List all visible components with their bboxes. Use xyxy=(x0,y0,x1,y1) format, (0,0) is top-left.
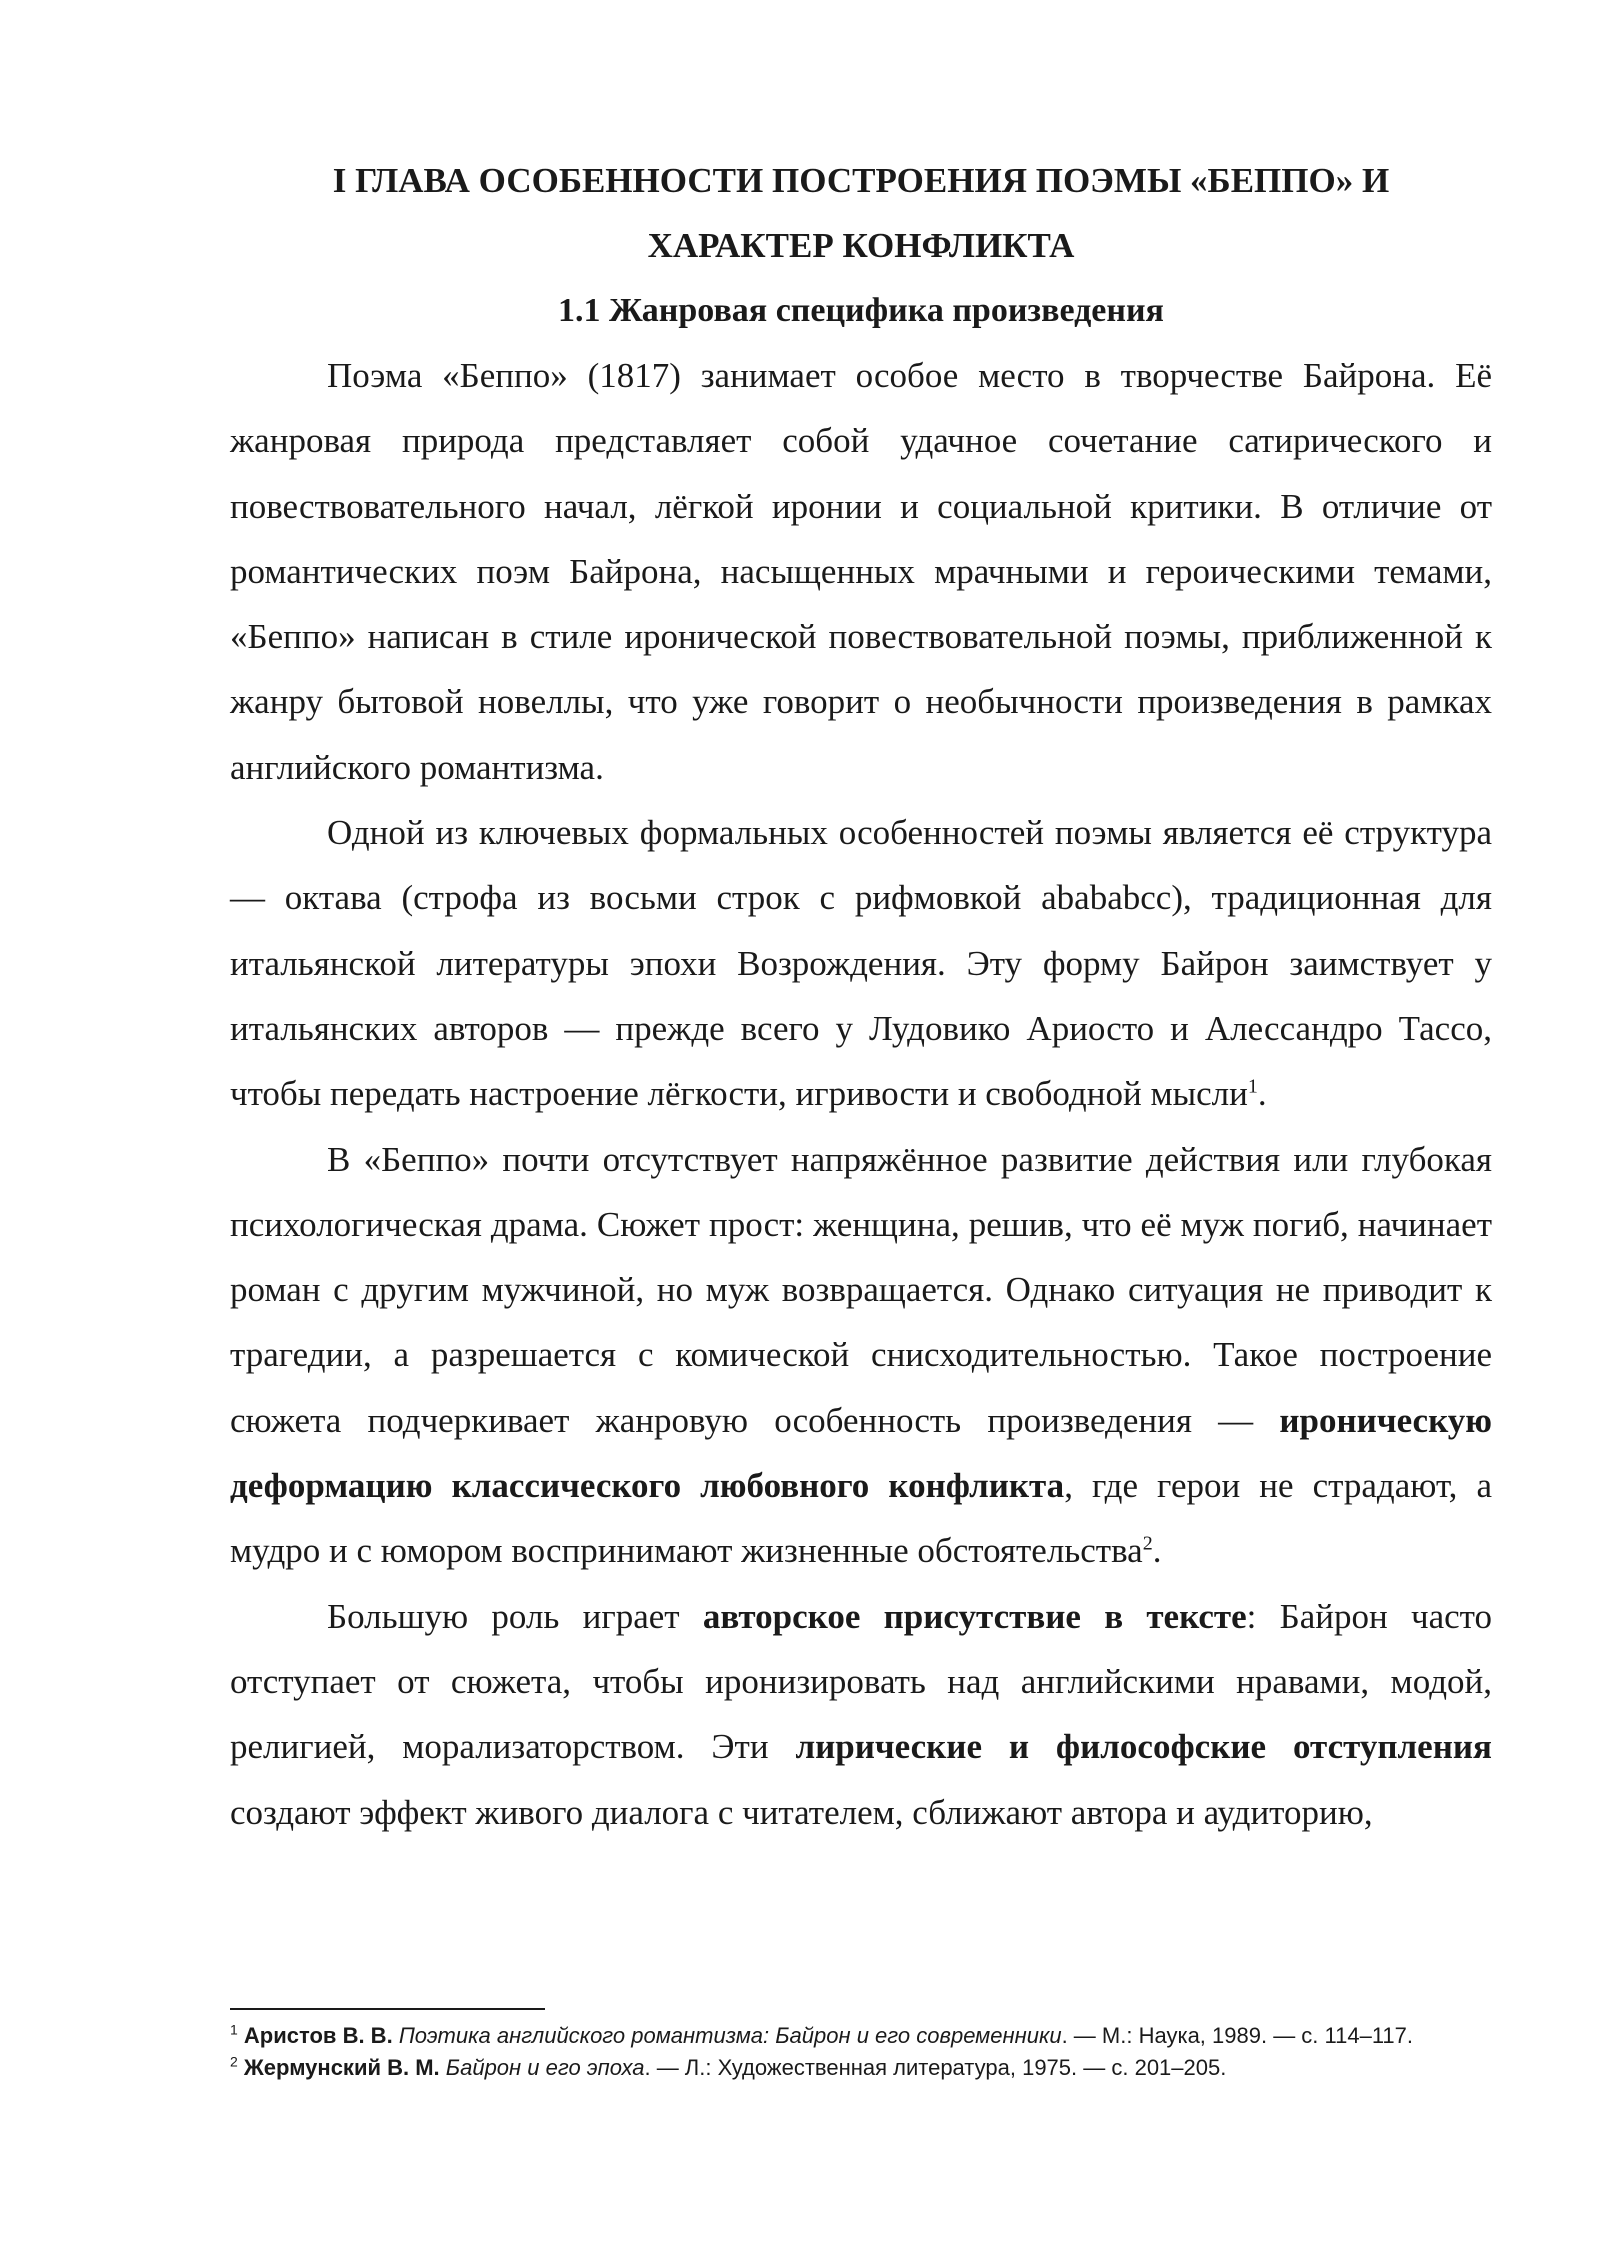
paragraph-1 xyxy=(230,343,1492,800)
paragraph-3 xyxy=(230,1127,1492,1584)
section-title: 1.1 Жанровая специфика произведения xyxy=(558,292,1164,329)
paragraph-4 xyxy=(230,1584,1492,1845)
chapter-title-line2: ХАРАКТЕР КОНФЛИКТА xyxy=(647,226,1075,265)
paragraph-3-emphasis: ироническую деформацию классического любовного конфликта xyxy=(230,1400,1492,1506)
footnote-2-author: Жермунский В. М. xyxy=(243,2055,440,2080)
paragraph-4-emphasis-2: лирические и философские отступления xyxy=(795,1727,1492,1767)
footnote-1-title: Поэтика английского романтизма: Байрон и его современники xyxy=(398,2023,1062,2048)
footnotes xyxy=(230,2020,1492,2084)
chapter-title-line1: I ГЛАВА ОСОБЕННОСТИ ПОСТРОЕНИЯ ПОЭМЫ «БЕППО» И xyxy=(332,161,1390,200)
paragraph-4-text-a: Большую роль играет xyxy=(327,1596,703,1636)
chapter-title xyxy=(230,148,1492,278)
footnote-2-details: . — Л.: Художественная литература, 1975. — с. 201–205. xyxy=(644,2055,1227,2080)
paragraph-4-text-c: создают эффект живого диалога с читателем, сближают автора и аудиторию, xyxy=(230,1792,1373,1832)
paragraph-2-text: Одной из ключевых формальных особенностей поэмы является её структура — октава (строфа из восьми строк с рифмовкой abababcc), традиционная для итальянской литературы эпохи Возрождения. Эту форму Байрон заимствует у итальянских авторов — прежде всего у Лудовико Ариосто и Алессандро Тассо, чтобы передать настроение лёгкости, игривости и свободной мысли xyxy=(230,813,1492,1114)
footnote-ref-2[interactable]: 2 xyxy=(1142,1532,1153,1555)
footnote-2-title: Байрон и его эпоха xyxy=(445,2055,645,2080)
document-page xyxy=(230,148,1492,1845)
footnote-1-number: 1 xyxy=(230,2021,238,2038)
paragraph-4-text-b: : Байрон часто отступает от сюжета, чтобы иронизировать над английскими нравами, модой, религией, морализаторством. Эти xyxy=(230,1596,1492,1767)
paragraph-4-emphasis-1: авторское присутствие в тексте xyxy=(702,1596,1247,1636)
footnote-1-author: Аристов В. В. xyxy=(243,2023,393,2048)
paragraph-3-text-a: В «Беппо» почти отсутствует напряжённое развитие действия или глубокая психологическая драма. Сюжет прост: женщина, решив, что её муж погиб, начинает роман с другим мужчиной, но муж возвращается. Однако ситуация не приводит к трагедии, а разрешается с комической снисходительностью. Такое построение сюжета подчеркивает жанровую особенность произведения — xyxy=(230,1139,1492,1440)
paragraph-3-end: . xyxy=(1152,1531,1162,1571)
footnote-separator xyxy=(230,2008,545,2010)
footnote-ref-1[interactable]: 1 xyxy=(1247,1075,1258,1098)
footnote-2-number: 2 xyxy=(230,2053,238,2070)
paragraph-1-text: Поэма «Беппо» (1817) занимает особое место в творчестве Байрона. Её жанровая природа представляет собой удачное сочетание сатирического и повествовательного начал, лёгкой иронии и социальной критики. В отличие от романтических поэм Байрона, насыщенных мрачными и героическими темами, «Беппо» написан в стиле иронической повествовательной поэмы, приближенной к жанру бытовой новеллы, что уже говорит о необычности произведения в рамках английского романтизма. xyxy=(230,356,1492,787)
paragraph-2-end: . xyxy=(1257,1074,1267,1114)
footnote-1 xyxy=(230,2020,1492,2052)
footnote-2 xyxy=(230,2052,1492,2084)
paragraph-3-text-b: , где герои не страдают, а мудро и с юмором воспринимают жизненные обстоятельства xyxy=(230,1466,1492,1571)
footnote-1-details: . — М.: Наука, 1989. — с. 114–117. xyxy=(1061,2023,1414,2048)
paragraph-2 xyxy=(230,800,1492,1126)
